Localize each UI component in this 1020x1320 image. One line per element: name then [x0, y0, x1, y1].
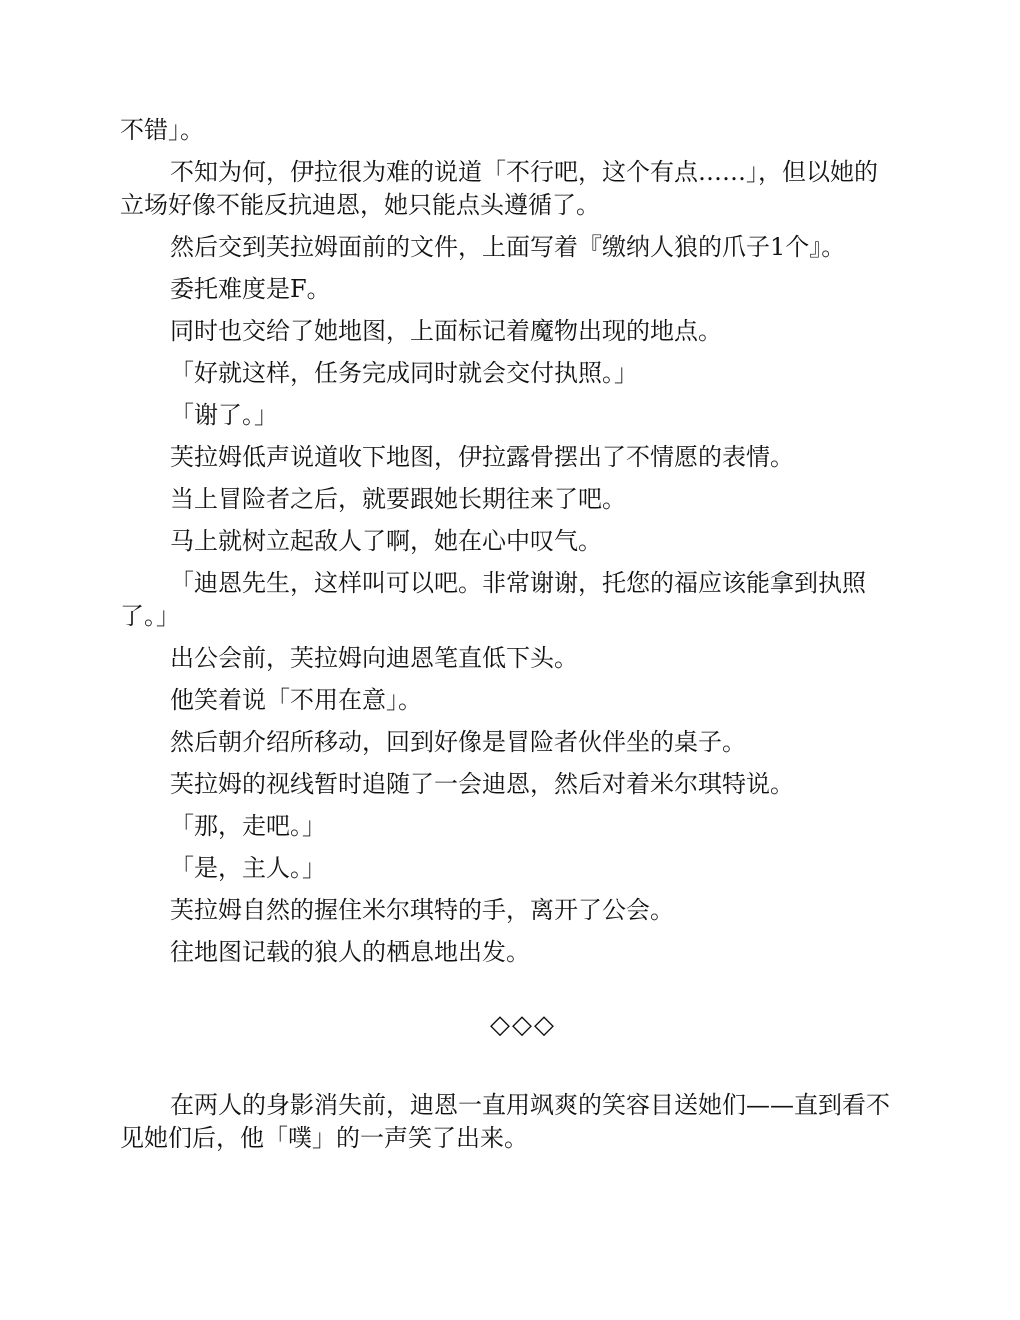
- paragraph: 然后交到芙拉姆面前的文件，上面写着『缴纳人狼的爪子1个』。: [170, 233, 846, 261]
- paragraph: 他笑着说「不用在意」。: [170, 686, 422, 714]
- paragraphs-after: [120, 1089, 896, 1155]
- paragraph: 同时也交给了她地图，上面标记着魔物出现的地点。: [170, 317, 722, 345]
- paragraph: 芙拉姆的视线暂时追随了一会迪恩，然后对着米尔琪特说。: [170, 770, 794, 798]
- paragraph: 不知为何，伊拉很为难的说道「不行吧，这个有点……」，但以她的立场好像不能反抗迪恩，她只能点头遵循了。: [120, 158, 878, 219]
- paragraph: 芙拉姆自然的握住米尔琪特的手，离开了公会。: [170, 896, 674, 924]
- scene-divider: ◇◇◇: [490, 1010, 556, 1040]
- paragraph: 「迪恩先生，这样叫可以吧。非常谢谢，托您的福应该能拿到执照了。」: [120, 569, 866, 630]
- document-page: [120, 114, 896, 1155]
- paragraph: 当上冒险者之后，就要跟她长期往来了吧。: [170, 485, 626, 513]
- paragraph: 委托难度是F。: [170, 275, 331, 303]
- paragraph: 「谢了。」: [170, 401, 278, 429]
- paragraph: 不错」。: [120, 116, 204, 144]
- paragraph: 「那，走吧。」: [170, 812, 326, 840]
- paragraph: 「好就这样，任务完成同时就会交付执照。」: [170, 359, 638, 387]
- paragraph: 往地图记载的狼人的栖息地出发。: [170, 938, 530, 966]
- paragraph: 芙拉姆低声说道收下地图，伊拉露骨摆出了不情愿的表情。: [170, 443, 794, 471]
- paragraph: 然后朝介绍所移动，回到好像是冒险者伙伴坐的桌子。: [170, 728, 746, 756]
- paragraphs-before: [120, 114, 896, 969]
- paragraph: 「是，主人。」: [170, 854, 326, 882]
- paragraph: 出公会前，芙拉姆向迪恩笔直低下头。: [170, 644, 578, 672]
- paragraph: 马上就树立起敌人了啊，她在心中叹气。: [170, 527, 602, 555]
- paragraph: 在两人的身影消失前，迪恩一直用飒爽的笑容目送她们——直到看不见她们后，他「噗」的一声笑了出来。: [120, 1091, 890, 1152]
